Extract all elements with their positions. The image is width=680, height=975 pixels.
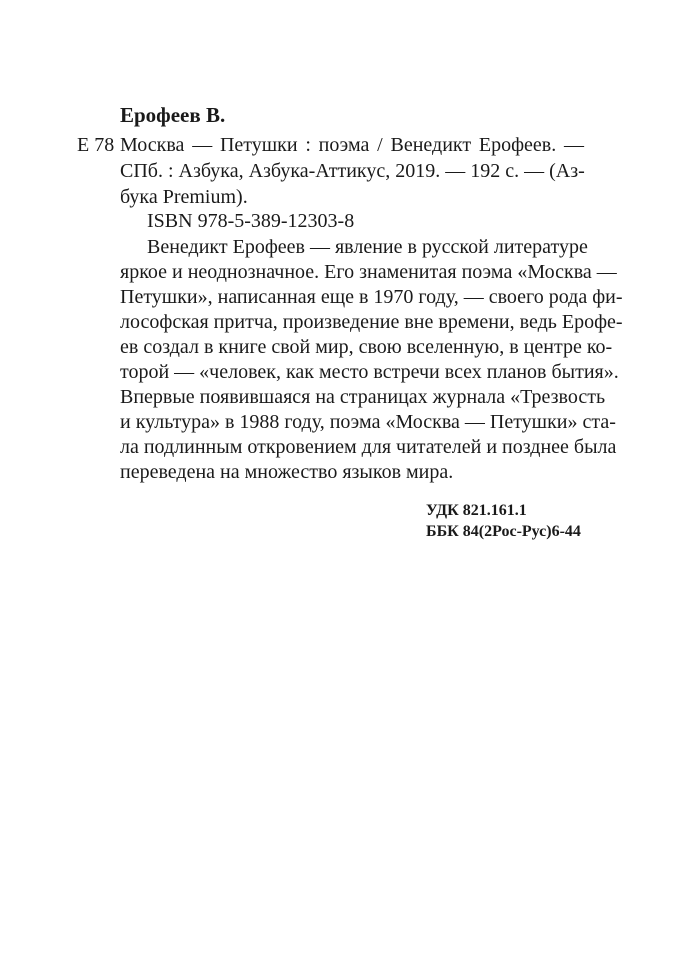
annotation-line-8: и культура» в 1988 году, поэма «Москва — Петушки» ста-	[120, 411, 616, 433]
annotation-line-4: лософская притча, произведение вне времени, ведь Ерофе-	[120, 311, 623, 333]
bibliographic-line-2: СПб. : Азбука, Азбука-Аттикус, 2019. — 192 с. — (Аз-	[120, 160, 585, 182]
annotation-line-10: переведена на множество языков мира.	[120, 461, 454, 483]
annotation-line-3: Петушки», написанная еще в 1970 году, — своего рода фи-	[120, 286, 623, 308]
annotation-line-7: Впервые появившаяся на страницах журнала «Трезвость	[120, 386, 606, 408]
bibliographic-line-3: бука Premium).	[120, 186, 248, 208]
annotation-line-1: Венедикт Ерофеев — явление в русской литературе	[147, 236, 588, 258]
annotation-line-6: торой — «человек, как место встречи всех планов бытия».	[120, 361, 619, 383]
isbn-line: ISBN 978-5-389-12303-8	[147, 210, 355, 232]
author-code: Е 78	[77, 134, 115, 156]
annotation-line-5: ев создал в книге свой мир, свою вселенную, в центре ко-	[120, 336, 613, 358]
bbk-code: ББК 84(2Рос-Рус)6-44	[426, 523, 581, 540]
author-heading: Ерофеев В.	[120, 103, 226, 127]
bibliographic-line-1: Москва — Петушки : поэма / Венедикт Ерофеев. —	[120, 134, 584, 156]
udk-code: УДК 821.161.1	[426, 502, 527, 519]
annotation-line-2: яркое и неоднозначное. Его знаменитая поэма «Москва —	[120, 261, 617, 283]
annotation-line-9: ла подлинным откровением для читателей и позднее была	[120, 436, 617, 458]
